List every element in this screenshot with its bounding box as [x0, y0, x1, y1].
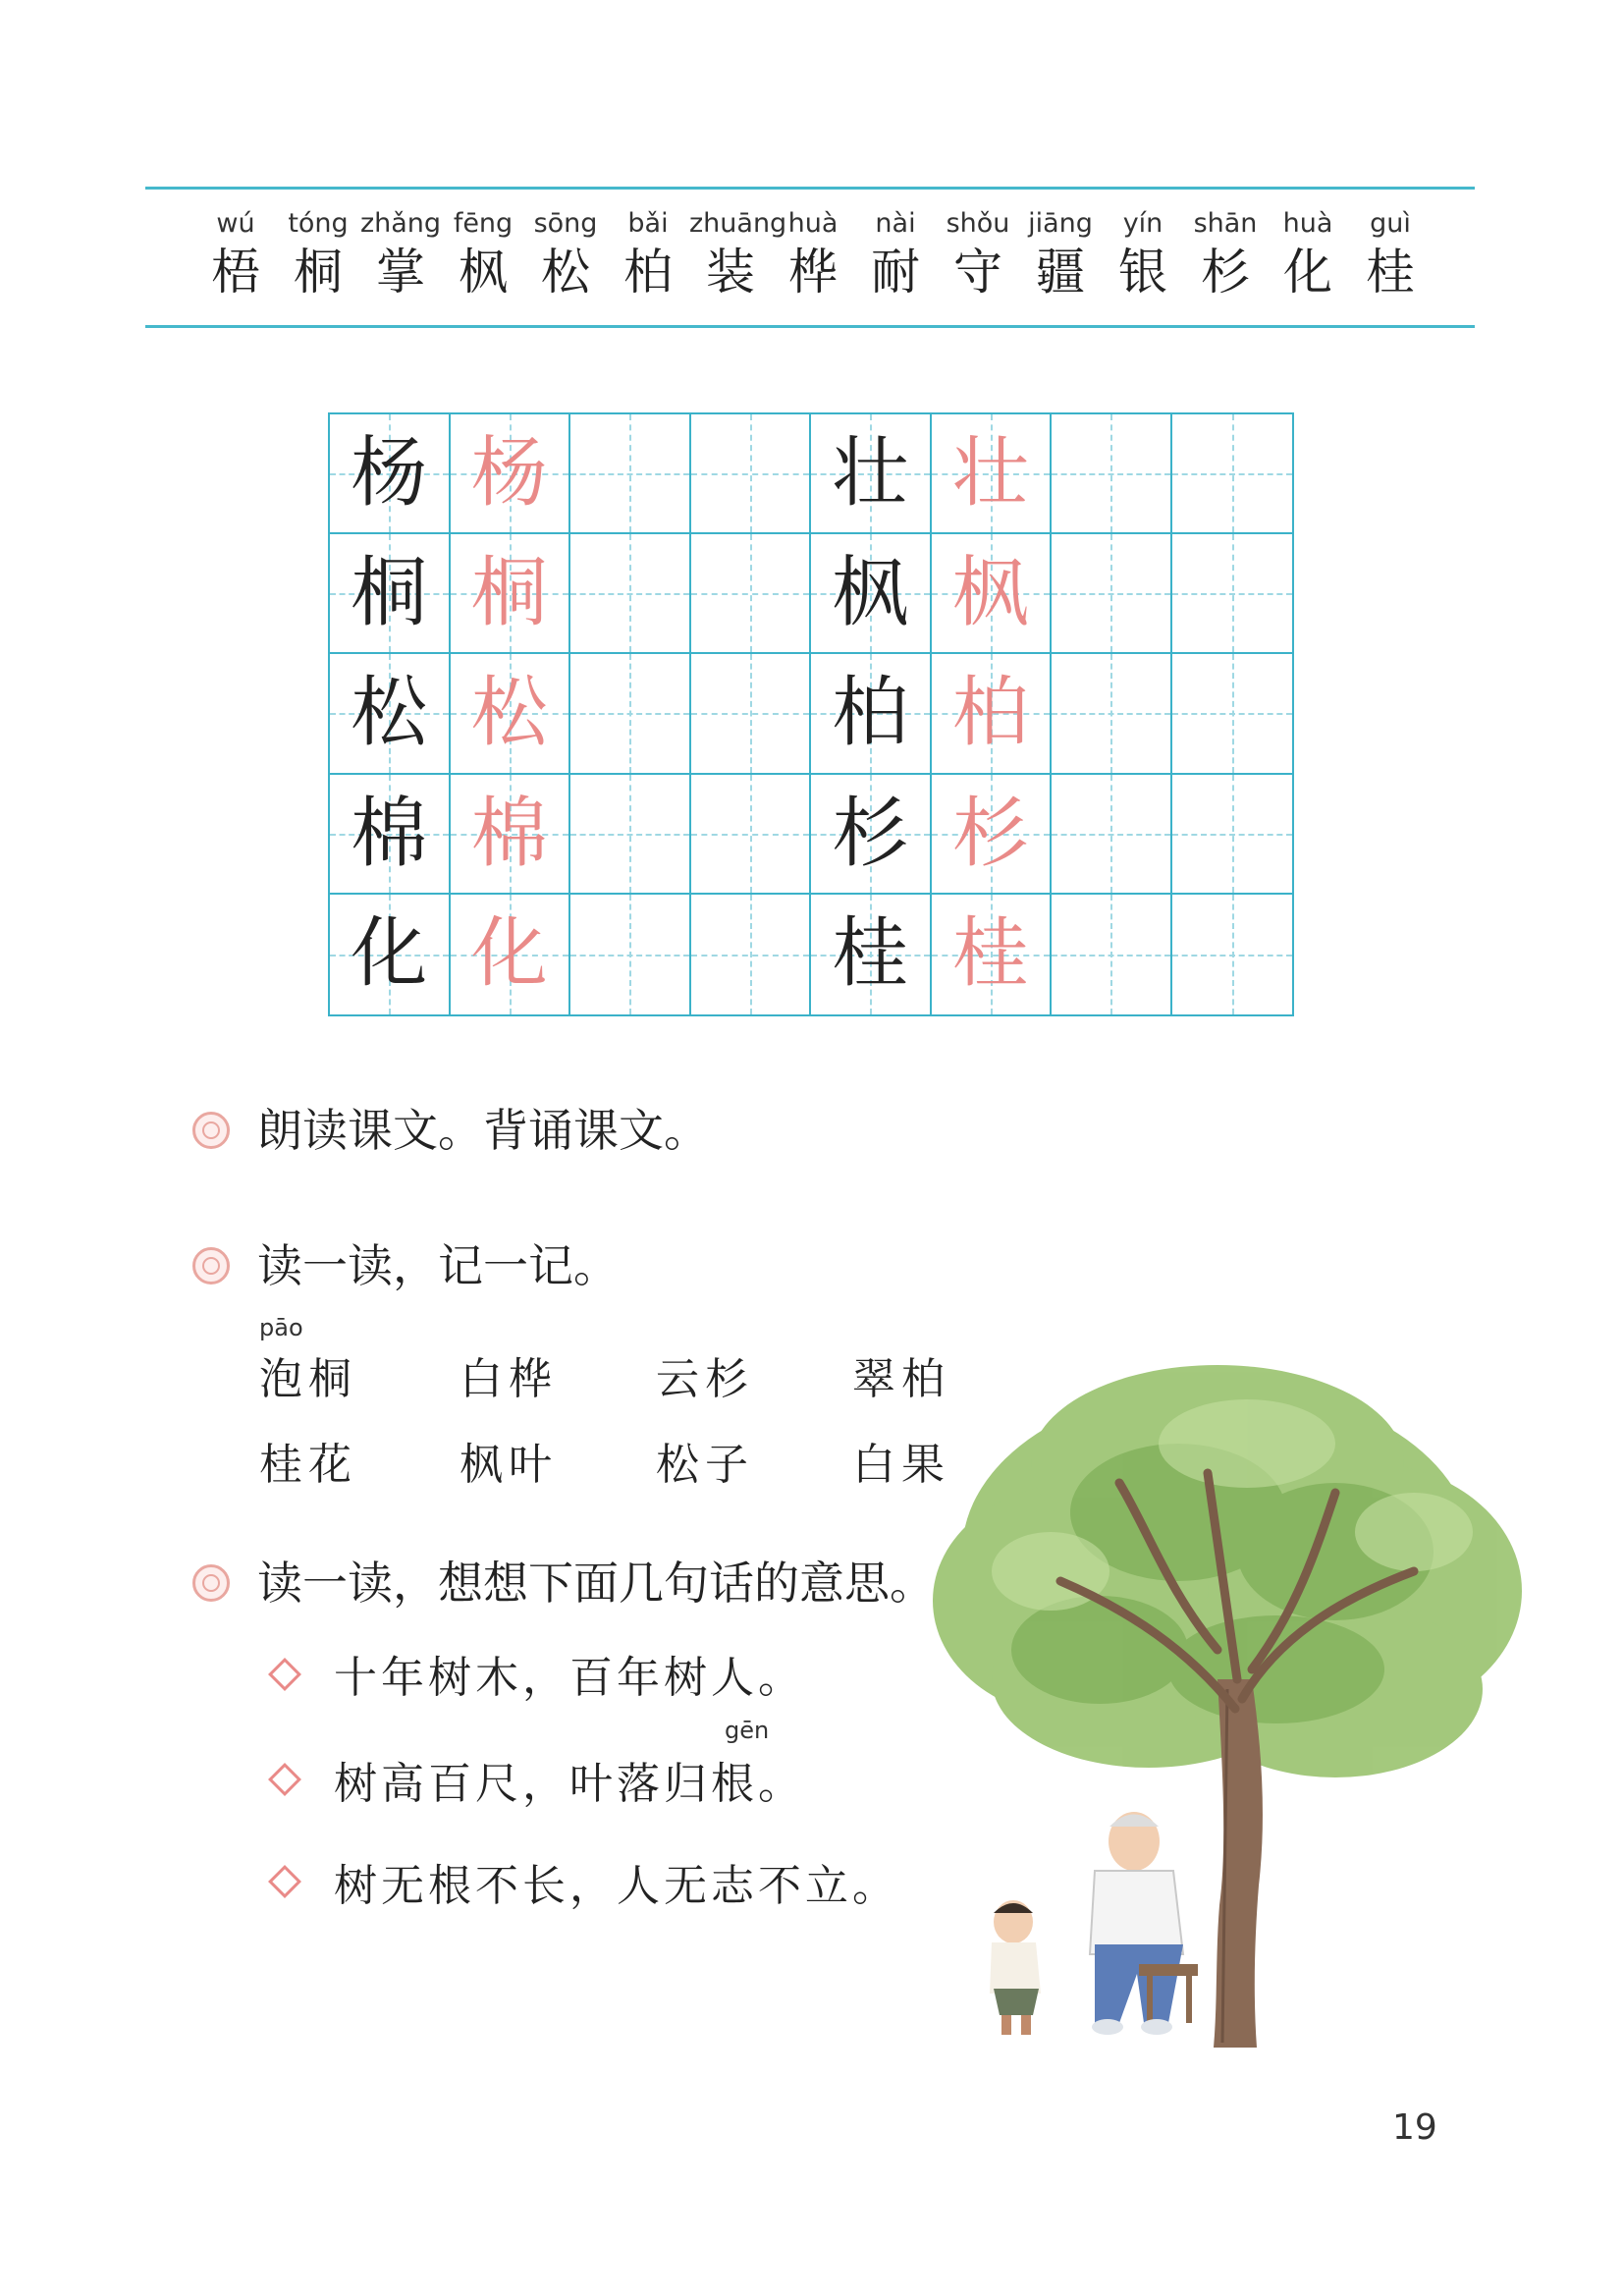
- model-character: 棉: [351, 789, 428, 878]
- model-character: 桂: [832, 908, 909, 998]
- vocab-char: [772, 207, 854, 315]
- vocab-hanzi: 守: [953, 244, 1002, 301]
- diamond-bullet-icon: [268, 1865, 301, 1898]
- grid-cell: [932, 534, 1053, 654]
- tracing-character: 壮: [951, 429, 1029, 518]
- grid-cell: [1172, 414, 1293, 534]
- vocab-pinyin: sōng: [533, 208, 598, 239]
- vocab-hanzi: 装: [706, 244, 755, 301]
- saying-item: 树无根不长，人无志不立。: [334, 1861, 899, 1911]
- grid-cell: [330, 654, 451, 774]
- vocab-pinyin: shǒu: [946, 208, 1010, 239]
- vocab-hanzi: 桂: [1366, 244, 1415, 301]
- exercise-bullet-icon: [192, 1564, 230, 1602]
- writing-grid: [328, 412, 1294, 1016]
- vocab-hanzi: 枫: [459, 244, 508, 301]
- exercise-1-text: 朗读课文。背诵课文。: [257, 1104, 709, 1157]
- grid-cell: [811, 414, 932, 534]
- grid-cell: [811, 895, 932, 1014]
- grid-cell: [811, 654, 932, 774]
- grid-guide-line: [1052, 955, 1170, 957]
- model-character: 杉: [832, 789, 909, 878]
- pinyin-annotation: gēn: [725, 1717, 770, 1744]
- pinyin-annotation: pāo: [259, 1314, 303, 1341]
- grid-cell: [811, 775, 932, 895]
- grid-cell: [1052, 654, 1172, 774]
- vocab-pinyin: wú: [216, 208, 255, 239]
- vocab-pinyin: tóng: [288, 208, 349, 239]
- diamond-bullet-icon: [268, 1763, 301, 1796]
- grid-guide-line: [1172, 593, 1293, 595]
- grid-cell: [570, 895, 691, 1014]
- grid-guide-line: [1052, 473, 1170, 475]
- grid-cell: [451, 414, 571, 534]
- grid-cell: [691, 654, 812, 774]
- grid-cell: [330, 775, 451, 895]
- grid-cell: [1052, 775, 1172, 895]
- grid-cell: [691, 414, 812, 534]
- grid-cell: [570, 775, 691, 895]
- grid-cell: [932, 775, 1053, 895]
- vocab-char: [524, 207, 607, 315]
- saying-item: 树高百尺，叶落归根。: [334, 1759, 805, 1809]
- vocab-hanzi: 梧: [211, 244, 260, 301]
- vocab-pinyin: zhuāng: [689, 208, 787, 239]
- diamond-bullet-icon: [268, 1658, 301, 1691]
- tracing-character: 化: [470, 908, 548, 998]
- vocab-hanzi: 桦: [788, 244, 838, 301]
- grandfather-figure: [1090, 1812, 1198, 2035]
- grid-cell: [330, 534, 451, 654]
- model-character: 壮: [832, 429, 909, 518]
- grid-cell: [1172, 654, 1293, 774]
- grid-guide-line: [1052, 713, 1170, 715]
- grid-cell: [691, 895, 812, 1014]
- grid-guide-line: [691, 713, 810, 715]
- grid-cell: [932, 414, 1053, 534]
- grid-cell: [570, 654, 691, 774]
- model-character: 桐: [351, 549, 428, 638]
- vocab-hanzi: 银: [1118, 244, 1167, 301]
- vocab-hanzi: 掌: [376, 244, 425, 301]
- tracing-character: 柏: [951, 669, 1029, 758]
- model-character: 化: [351, 908, 428, 998]
- vocab-char: [359, 207, 442, 315]
- vocab-pinyin: yín: [1122, 208, 1163, 239]
- vocabulary-bar: [145, 187, 1475, 328]
- vocab-pinyin: huà: [787, 208, 839, 239]
- vocab-char: [1019, 207, 1102, 315]
- grid-cell: [570, 534, 691, 654]
- saying-item: 十年树木，百年树人。: [334, 1653, 805, 1703]
- grid-cell: [691, 775, 812, 895]
- word-item: 松子: [656, 1440, 754, 1490]
- grid-cell: [330, 414, 451, 534]
- grid-cell: [1052, 895, 1172, 1014]
- word-item: 白果: [852, 1440, 950, 1490]
- exercise-bullet-icon: [192, 1247, 230, 1285]
- vocab-pinyin: huà: [1282, 208, 1333, 239]
- vocab-hanzi: 松: [541, 244, 590, 301]
- vocab-char: [194, 207, 277, 315]
- tracing-character: 杨: [470, 429, 548, 518]
- tracing-character: 桂: [951, 908, 1029, 998]
- vocab-char: [607, 207, 689, 315]
- vocab-pinyin: nài: [875, 208, 916, 239]
- grid-cell: [451, 654, 571, 774]
- vocab-char: [1267, 207, 1349, 315]
- word-item: 枫叶: [460, 1440, 558, 1490]
- grid-guide-line: [1052, 593, 1170, 595]
- vocab-pinyin: fēng: [453, 208, 514, 239]
- vocab-char: [1349, 207, 1432, 315]
- vocab-hanzi: 杉: [1201, 244, 1250, 301]
- grid-guide-line: [1172, 955, 1293, 957]
- vocab-char: [854, 207, 937, 315]
- model-character: 枫: [832, 549, 909, 638]
- vocab-char: [442, 207, 524, 315]
- vocab-pinyin: shān: [1193, 208, 1258, 239]
- grid-cell: [1172, 775, 1293, 895]
- page-number: 19: [1392, 2107, 1437, 2148]
- grid-cell: [451, 534, 571, 654]
- grid-cell: [811, 534, 932, 654]
- grid-guide-line: [570, 955, 689, 957]
- exercise-2-text: 读一读，记一记。: [257, 1239, 619, 1292]
- child-figure: [990, 1900, 1041, 2035]
- grid-cell: [1172, 534, 1293, 654]
- vocab-pinyin: zhǎng: [359, 208, 442, 239]
- grid-cell: [1052, 414, 1172, 534]
- grid-guide-line: [1172, 834, 1293, 836]
- grid-guide-line: [691, 834, 810, 836]
- vocab-char: [689, 207, 787, 315]
- grid-guide-line: [1172, 473, 1293, 475]
- model-character: 杨: [351, 429, 428, 518]
- tracing-character: 桐: [470, 549, 548, 638]
- grid-cell: [570, 414, 691, 534]
- vocabulary-row: [194, 207, 1432, 315]
- vocab-pinyin: guì: [1370, 208, 1411, 239]
- grid-guide-line: [570, 473, 689, 475]
- tracing-character: 杉: [951, 789, 1029, 878]
- vocab-pinyin: bǎi: [627, 208, 669, 239]
- word-item: 桂花: [259, 1440, 357, 1490]
- vocab-hanzi: 耐: [871, 244, 920, 301]
- model-character: 松: [351, 669, 428, 758]
- vocab-char: [1184, 207, 1267, 315]
- word-item: 白桦: [460, 1354, 558, 1404]
- vocab-char: [277, 207, 359, 315]
- word-item: 泡桐: [259, 1354, 357, 1404]
- grid-cell: [451, 895, 571, 1014]
- grid-cell: [932, 654, 1053, 774]
- vocab-hanzi: 疆: [1036, 244, 1085, 301]
- grid-cell: [932, 895, 1053, 1014]
- vocab-char: [1102, 207, 1184, 315]
- grid-guide-line: [1172, 713, 1293, 715]
- grid-cell: [1172, 895, 1293, 1014]
- vocab-hanzi: 柏: [623, 244, 673, 301]
- word-item: 翠柏: [852, 1354, 950, 1404]
- grid-guide-line: [691, 593, 810, 595]
- grid-guide-line: [691, 955, 810, 957]
- exercise-3-text: 读一读，想想下面几句话的意思。: [257, 1557, 935, 1610]
- grid-cell: [1052, 534, 1172, 654]
- grid-cell: [691, 534, 812, 654]
- vocab-char: [937, 207, 1019, 315]
- grid-guide-line: [691, 473, 810, 475]
- exercise-bullet-icon: [192, 1112, 230, 1149]
- word-item: 云杉: [656, 1354, 754, 1404]
- grid-cell: [451, 775, 571, 895]
- vocab-pinyin: jiāng: [1028, 208, 1093, 239]
- tracing-character: 松: [470, 669, 548, 758]
- tracing-character: 棉: [470, 789, 548, 878]
- tree-illustration: [923, 1355, 1532, 2062]
- tree-icon: [923, 1355, 1532, 2062]
- vocab-hanzi: 桐: [294, 244, 343, 301]
- grid-cell: [330, 895, 451, 1014]
- tracing-character: 枫: [951, 549, 1029, 638]
- grid-guide-line: [570, 713, 689, 715]
- grid-guide-line: [570, 834, 689, 836]
- grid-guide-line: [1052, 834, 1170, 836]
- model-character: 柏: [832, 669, 909, 758]
- grid-guide-line: [570, 593, 689, 595]
- vocab-hanzi: 化: [1283, 244, 1332, 301]
